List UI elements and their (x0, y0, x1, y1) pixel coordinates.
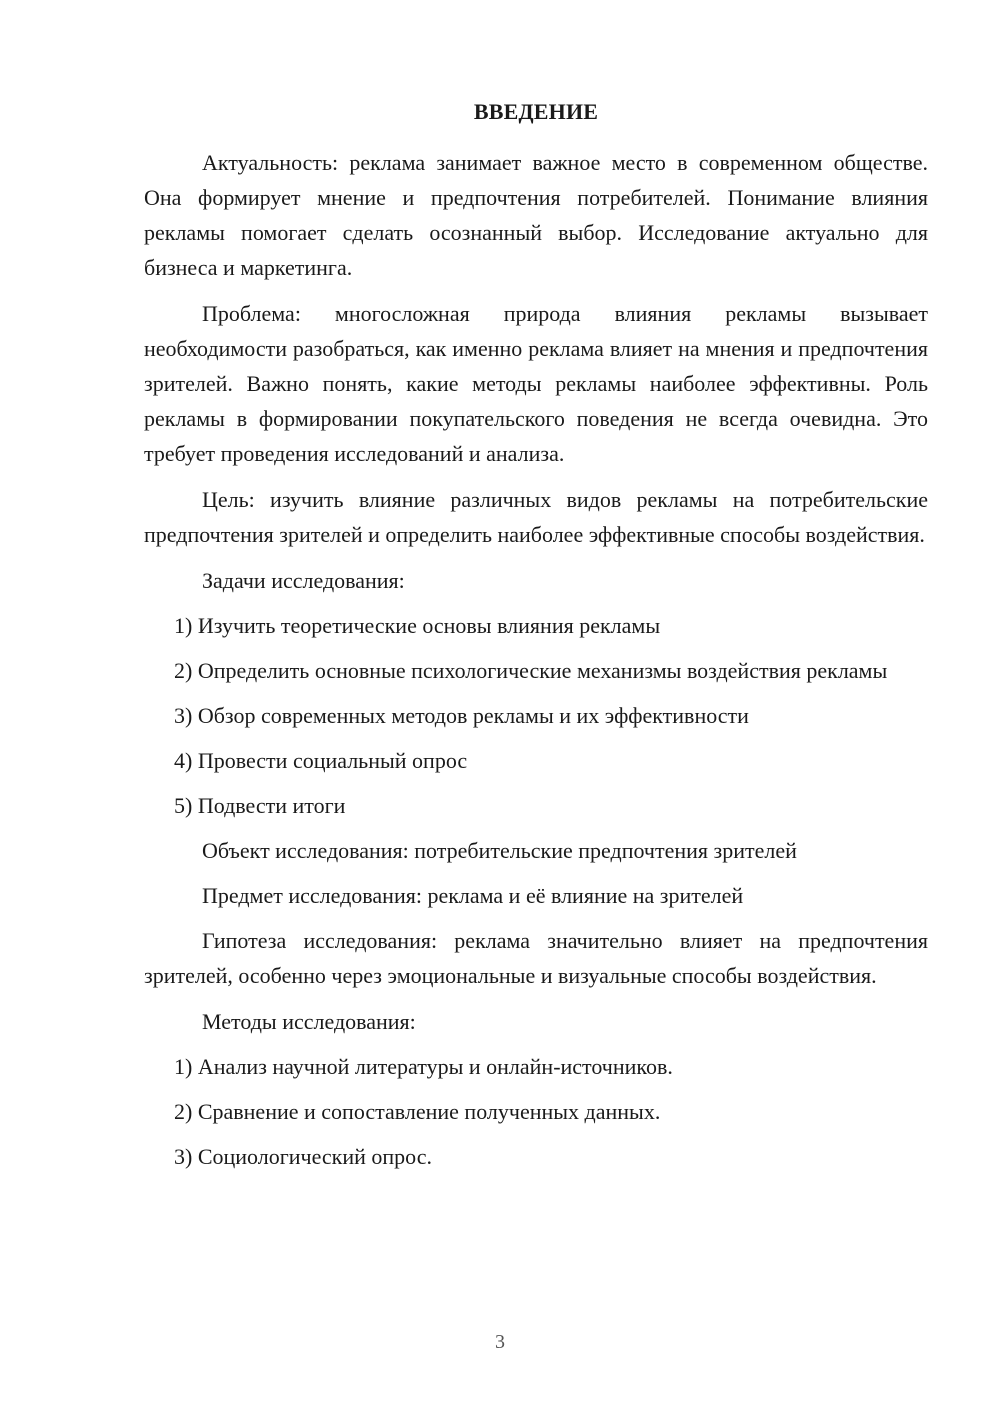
tasks-list (144, 608, 928, 823)
methods-list (144, 1049, 928, 1174)
paragraph-goal: Цель: изучить влияние различных видов рекламы на потребительские предпочтения зрителей и определить наиболее эффективные способы воздействия. (144, 487, 928, 547)
methods-heading: Методы исследования: (202, 1009, 416, 1034)
research-hypothesis: Гипотеза исследования: реклама значительно влияет на предпочтения зрителей, особенно через эмоциональные и визуальные способы воздействия. (144, 928, 928, 988)
section-title: ВВЕДЕНИЕ (473, 99, 599, 124)
page-number: 3 (495, 1331, 505, 1353)
list-item: 2) Сравнение и сопоставление полученных данных. (174, 1099, 661, 1124)
list-item: 1) Анализ научной литературы и онлайн-источников. (174, 1054, 673, 1079)
paragraph-problem: Проблема: многосложная природа влияния рекламы вызывает необходимости разобраться, как именно реклама влияет на мнения и предпочтения зрителей. Важно понять, какие методы рекламы наиболее эффективны. Роль рекламы в формировании покупательского поведения не всегда очевидна. Это требует проведения исследований и анализа. (144, 301, 928, 466)
list-item: 5) Подвести итоги (174, 793, 346, 818)
list-item: 1) Изучить теоретические основы влияния рекламы (174, 613, 661, 638)
list-item: 4) Провести социальный опрос (174, 748, 468, 773)
tasks-heading: Задачи исследования: (202, 568, 405, 593)
list-item: 3) Обзор современных методов рекламы и их эффективности (174, 703, 749, 728)
research-object: Объект исследования: потребительские предпочтения зрителей (202, 838, 797, 863)
list-item: 3) Социологический опрос. (174, 1144, 432, 1169)
page-content (144, 94, 928, 1184)
paragraph-relevance: Актуальность: реклама занимает важное место в современном обществе. Она формирует мнение и предпочтения потребителей. Понимание влияния рекламы помогает сделать осознанный выбор. Исследование актуально для бизнеса и маркетинга. (144, 150, 928, 280)
list-item: 2) Определить основные психологические механизмы воздействия рекламы (174, 658, 888, 683)
research-subject: Предмет исследования: реклама и её влияние на зрителей (202, 883, 744, 908)
